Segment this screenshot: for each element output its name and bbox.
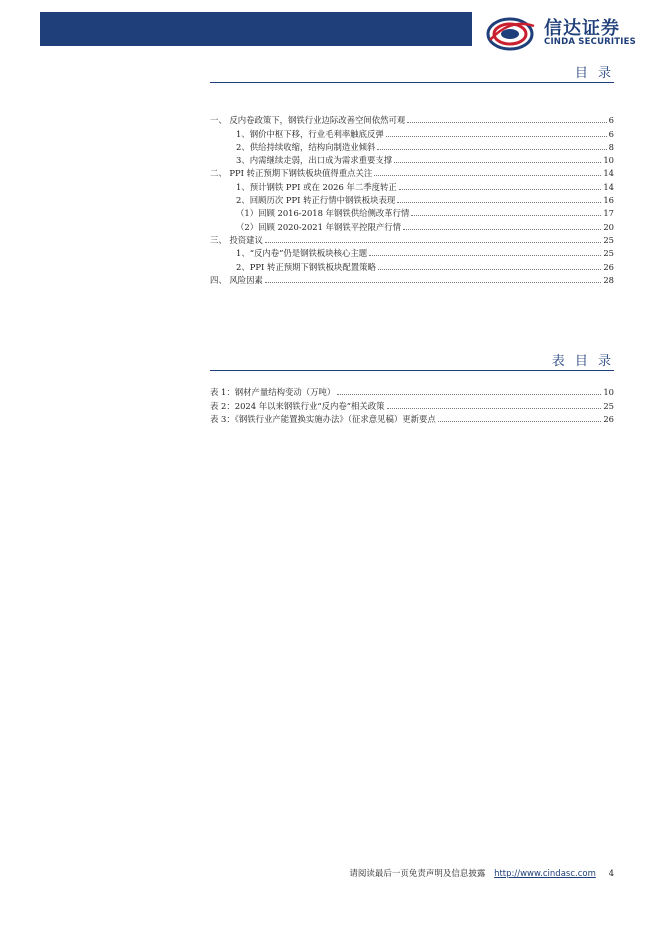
toc-entry-label: 表 2：2024 年以来钢铁行业“反内卷”相关政策 bbox=[210, 400, 385, 411]
toc-entry-page: 6 bbox=[608, 128, 614, 139]
table-toc-list bbox=[210, 384, 614, 424]
toc-entry-leader bbox=[407, 122, 606, 123]
toc-entry-leader bbox=[265, 282, 601, 283]
toc-entry[interactable] bbox=[210, 165, 614, 178]
toc-entry[interactable] bbox=[210, 178, 614, 191]
toc-entry[interactable] bbox=[210, 205, 614, 218]
toc-entry-page: 14 bbox=[603, 168, 614, 179]
toc-entry-leader bbox=[378, 269, 602, 270]
toc-entry-page: 14 bbox=[603, 181, 614, 192]
toc-entry-leader bbox=[386, 136, 607, 137]
toc-entry[interactable] bbox=[210, 152, 614, 165]
toc-entry[interactable] bbox=[210, 384, 614, 397]
toc-entry-label: （1）回顾 2016-2018 年钢铁供给侧改革行情 bbox=[236, 208, 410, 219]
toc-entry-label: 三、 投资建议 bbox=[210, 234, 263, 245]
toc-entry-page: 10 bbox=[603, 155, 614, 166]
logo-english-text: CINDA SECURITIES bbox=[544, 37, 636, 47]
toc-entry-page: 28 bbox=[603, 274, 614, 285]
toc-entry-label: 一、 反内卷政策下，钢铁行业边际改善空间依然可观 bbox=[210, 115, 406, 126]
toc-entry-label: 表 3：《钢铁行业产能置换实施办法》（征求意见稿）更新要点 bbox=[210, 413, 436, 424]
toc-entry-page: 26 bbox=[603, 413, 614, 424]
toc-entry-leader bbox=[397, 202, 601, 203]
toc-entry-label: 1、“反内卷”仍是钢铁板块核心主题 bbox=[236, 248, 368, 259]
table-toc-title: 表 目 录 bbox=[551, 354, 614, 369]
toc-entry-page: 25 bbox=[603, 234, 614, 245]
company-logo bbox=[486, 12, 636, 52]
logo-chinese-text: 信达证券 bbox=[544, 18, 620, 39]
toc-entry-leader bbox=[337, 394, 601, 395]
toc-entry-leader bbox=[394, 162, 601, 163]
toc-entry-page: 26 bbox=[603, 261, 614, 272]
toc-entry[interactable] bbox=[210, 272, 614, 285]
footer-page-number: 4 bbox=[608, 869, 614, 879]
toc-entry-leader bbox=[411, 215, 601, 216]
toc-entry-label: 2、PPI 转正预期下钢铁板块配置策略 bbox=[236, 261, 376, 272]
toc-entry-label: 2、供给持续收缩，结构向制造业倾斜 bbox=[236, 141, 376, 152]
toc-entry-leader bbox=[265, 242, 601, 243]
toc-entry-page: 10 bbox=[603, 387, 614, 398]
toc-rule bbox=[210, 82, 614, 83]
toc-entry-leader bbox=[377, 149, 606, 150]
table-toc-rule bbox=[210, 370, 614, 371]
toc-entry[interactable] bbox=[210, 218, 614, 231]
toc-entry-page: 8 bbox=[608, 141, 614, 152]
toc-entry-label: （2）回顾 2020-2021 年钢铁平控限产行情 bbox=[236, 221, 401, 232]
toc-entry-leader bbox=[369, 255, 601, 256]
toc-entry-leader bbox=[438, 421, 602, 422]
toc-entry[interactable] bbox=[210, 125, 614, 138]
toc-entry[interactable] bbox=[210, 397, 614, 410]
toc-list bbox=[210, 112, 614, 285]
header-bar bbox=[40, 12, 472, 46]
toc-entry[interactable] bbox=[210, 258, 614, 271]
toc-entry-label: 1、预计钢铁 PPI 或在 2026 年二季度转正 bbox=[236, 181, 397, 192]
toc-entry-leader bbox=[399, 189, 602, 190]
toc-entry-label: 四、 风险因素 bbox=[210, 274, 263, 285]
toc-entry-leader bbox=[403, 229, 601, 230]
toc-entry[interactable] bbox=[210, 411, 614, 424]
footer-disclaimer: 请阅读最后一页免责声明及信息披露 bbox=[349, 869, 486, 879]
footer-website-link[interactable]: http://www.cindasc.com bbox=[494, 869, 596, 879]
toc-entry-label: 二、 PPI 转正预期下钢铁板块值得重点关注 bbox=[210, 168, 373, 179]
toc-title: 目 录 bbox=[574, 66, 614, 81]
cinda-logo-icon bbox=[486, 12, 542, 52]
toc-entry-page: 25 bbox=[603, 400, 614, 411]
toc-entry-label: 2、回顾历次 PPI 转正行情中钢铁板块表现 bbox=[236, 195, 396, 206]
toc-entry[interactable] bbox=[210, 112, 614, 125]
toc-entry-label: 表 1：钢材产量结构变动（万吨） bbox=[210, 387, 336, 398]
toc-entry-page: 6 bbox=[608, 115, 614, 126]
toc-entry[interactable] bbox=[210, 245, 614, 258]
toc-entry-leader bbox=[387, 408, 602, 409]
footer bbox=[349, 867, 614, 879]
toc-entry-page: 17 bbox=[603, 208, 614, 219]
toc-entry-label: 1、钢价中枢下移，行业毛利率触底反弹 bbox=[236, 128, 384, 139]
toc-entry[interactable] bbox=[210, 192, 614, 205]
toc-entry-page: 25 bbox=[603, 248, 614, 259]
toc-entry-label: 3、内需继续走弱，出口成为需求重要支撑 bbox=[236, 155, 393, 166]
toc-entry[interactable] bbox=[210, 139, 614, 152]
toc-entry-page: 20 bbox=[603, 221, 614, 232]
toc-entry-leader bbox=[374, 175, 601, 176]
toc-entry[interactable] bbox=[210, 232, 614, 245]
toc-entry-page: 16 bbox=[603, 195, 614, 206]
